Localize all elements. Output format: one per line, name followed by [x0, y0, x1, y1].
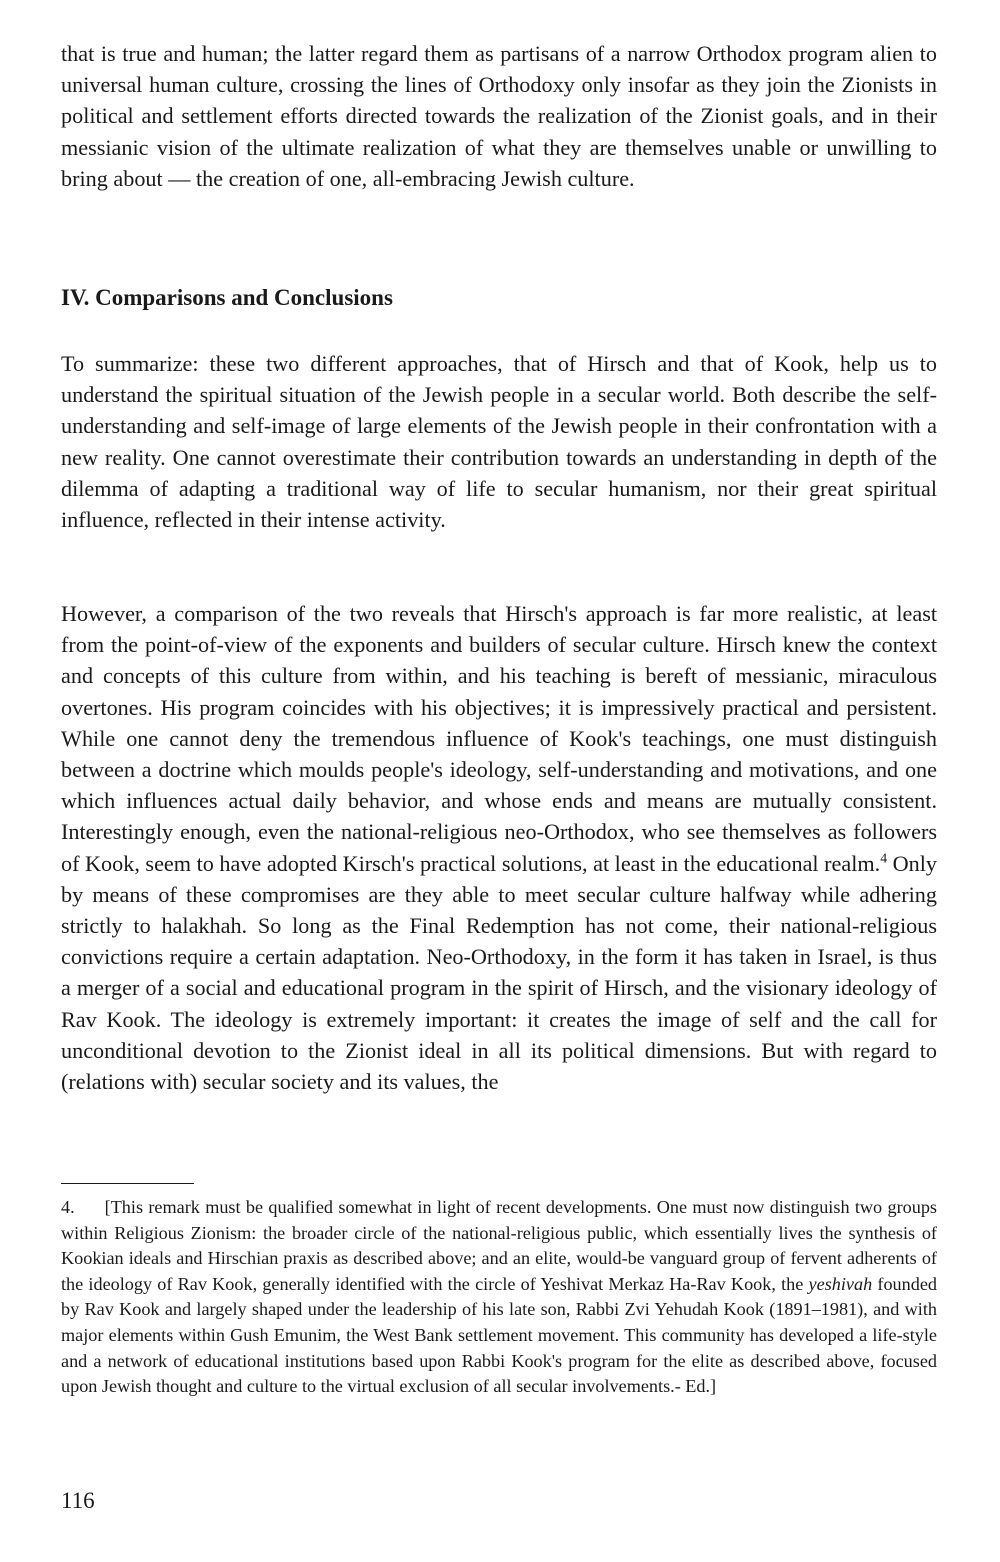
paragraph-continuation: that is true and human; the latter regard them as partisans of a narrow Orthodox program alien to universal human culture, crossing the lines of Orthodoxy only insofar as they join the Zionists in political and settlement efforts directed towards the realization of the Zionist goals, and in their messianic vision of the ultimate realization of what they are themselves unable or unwilling to bring about — the creation of one, all-embracing Jewish culture.: [61, 41, 937, 191]
footnote-number: 4.: [61, 1197, 75, 1217]
page-number: 116: [61, 1488, 95, 1513]
footnote-text-before: [This remark must be qualified somewhat in light of recent developments. One must now distinguish two groups within Religious Zionism: the broader circle of the national-religious public, which essentially lives the synthesis of Kookian ideals and Hirschian praxis as described above; and an elite, would-be vanguard group of fervent adherents of the ideology of Rav Kook, generally identified with the circle of Yeshivat Merkaz Ha-Rav Kook, the: [61, 1197, 937, 1294]
footnote: [61, 1195, 937, 1400]
footnote-text-after: founded by Rav Kook and largely shaped under the leadership of his late son, Rabbi Zvi Yehudah Kook (1891–1981), and with major elements within Gush Emunim, the West Bank settlement movement. This community has developed a life-style and a network of educational institutions based upon Rabbi Kook's program for the elite as described above, focused upon Jewish thought and culture to the virtual exclusion of all secular involvements.- Ed.]: [61, 1273, 937, 1397]
footnote-reference[interactable]: 4: [880, 850, 888, 866]
paragraph-comparison-part-2: Only by means of these compromises are they able to meet secular culture halfway while adhering strictly to halakhah. So long as the Final Redemption has not come, their national-religious convictions require a certain adaptation. Neo-Orthodoxy, in the form it has taken in Israel, is thus a merger of a social and educational program in the spirit of Hirsch, and the visionary ideology of Rav Kook. The ideology is extremely important: it creates the image of self and the call for unconditional devotion to the Zionist ideal in all its political dimensions. But with regard to (relations with) secular society and its values, the: [61, 850, 938, 1095]
footnote-separator: [61, 1183, 194, 1184]
paragraph-summary: To summarize: these two different approaches, that of Hirsch and that of Kook, help us to understand the spiritual situation of the Jewish people in a secular world. Both describe the self-understanding and self-image of large elements of the Jewish people in their confrontation with a new reality. One cannot overestimate their contribution towards an understanding in depth of the dilemma of adapting a traditional way of life to secular humanism, nor their great spiritual influence, reflected in their intense activity.: [61, 351, 937, 533]
footnote-italic-term: yeshivah: [808, 1273, 873, 1294]
section-heading: IV. Comparisons and Conclusions: [61, 285, 393, 310]
paragraph-comparison: [61, 598, 937, 1097]
paragraph-comparison-part-1: However, a comparison of the two reveals that Hirsch's approach is far more realistic, at least from the point-of-view of the exponents and builders of secular culture. Hirsch knew the context and concepts of this culture from within, and his teaching is bereft of messianic, miraculous overtones. His program coincides with his objectives; it is impressively practical and persistent. While one cannot deny the tremendous influence of Kook's teachings, one must distinguish between a doctrine which moulds people's ideology, self-understanding and motivations, and one which influences actual daily behavior, and whose ends and means are mutually consistent. Interestingly enough, even the national-religious neo-Orthodox, who see themselves as followers of Kook, seem to have adopted Kirsch's practical solutions, at least in the educational realm.: [61, 601, 937, 876]
